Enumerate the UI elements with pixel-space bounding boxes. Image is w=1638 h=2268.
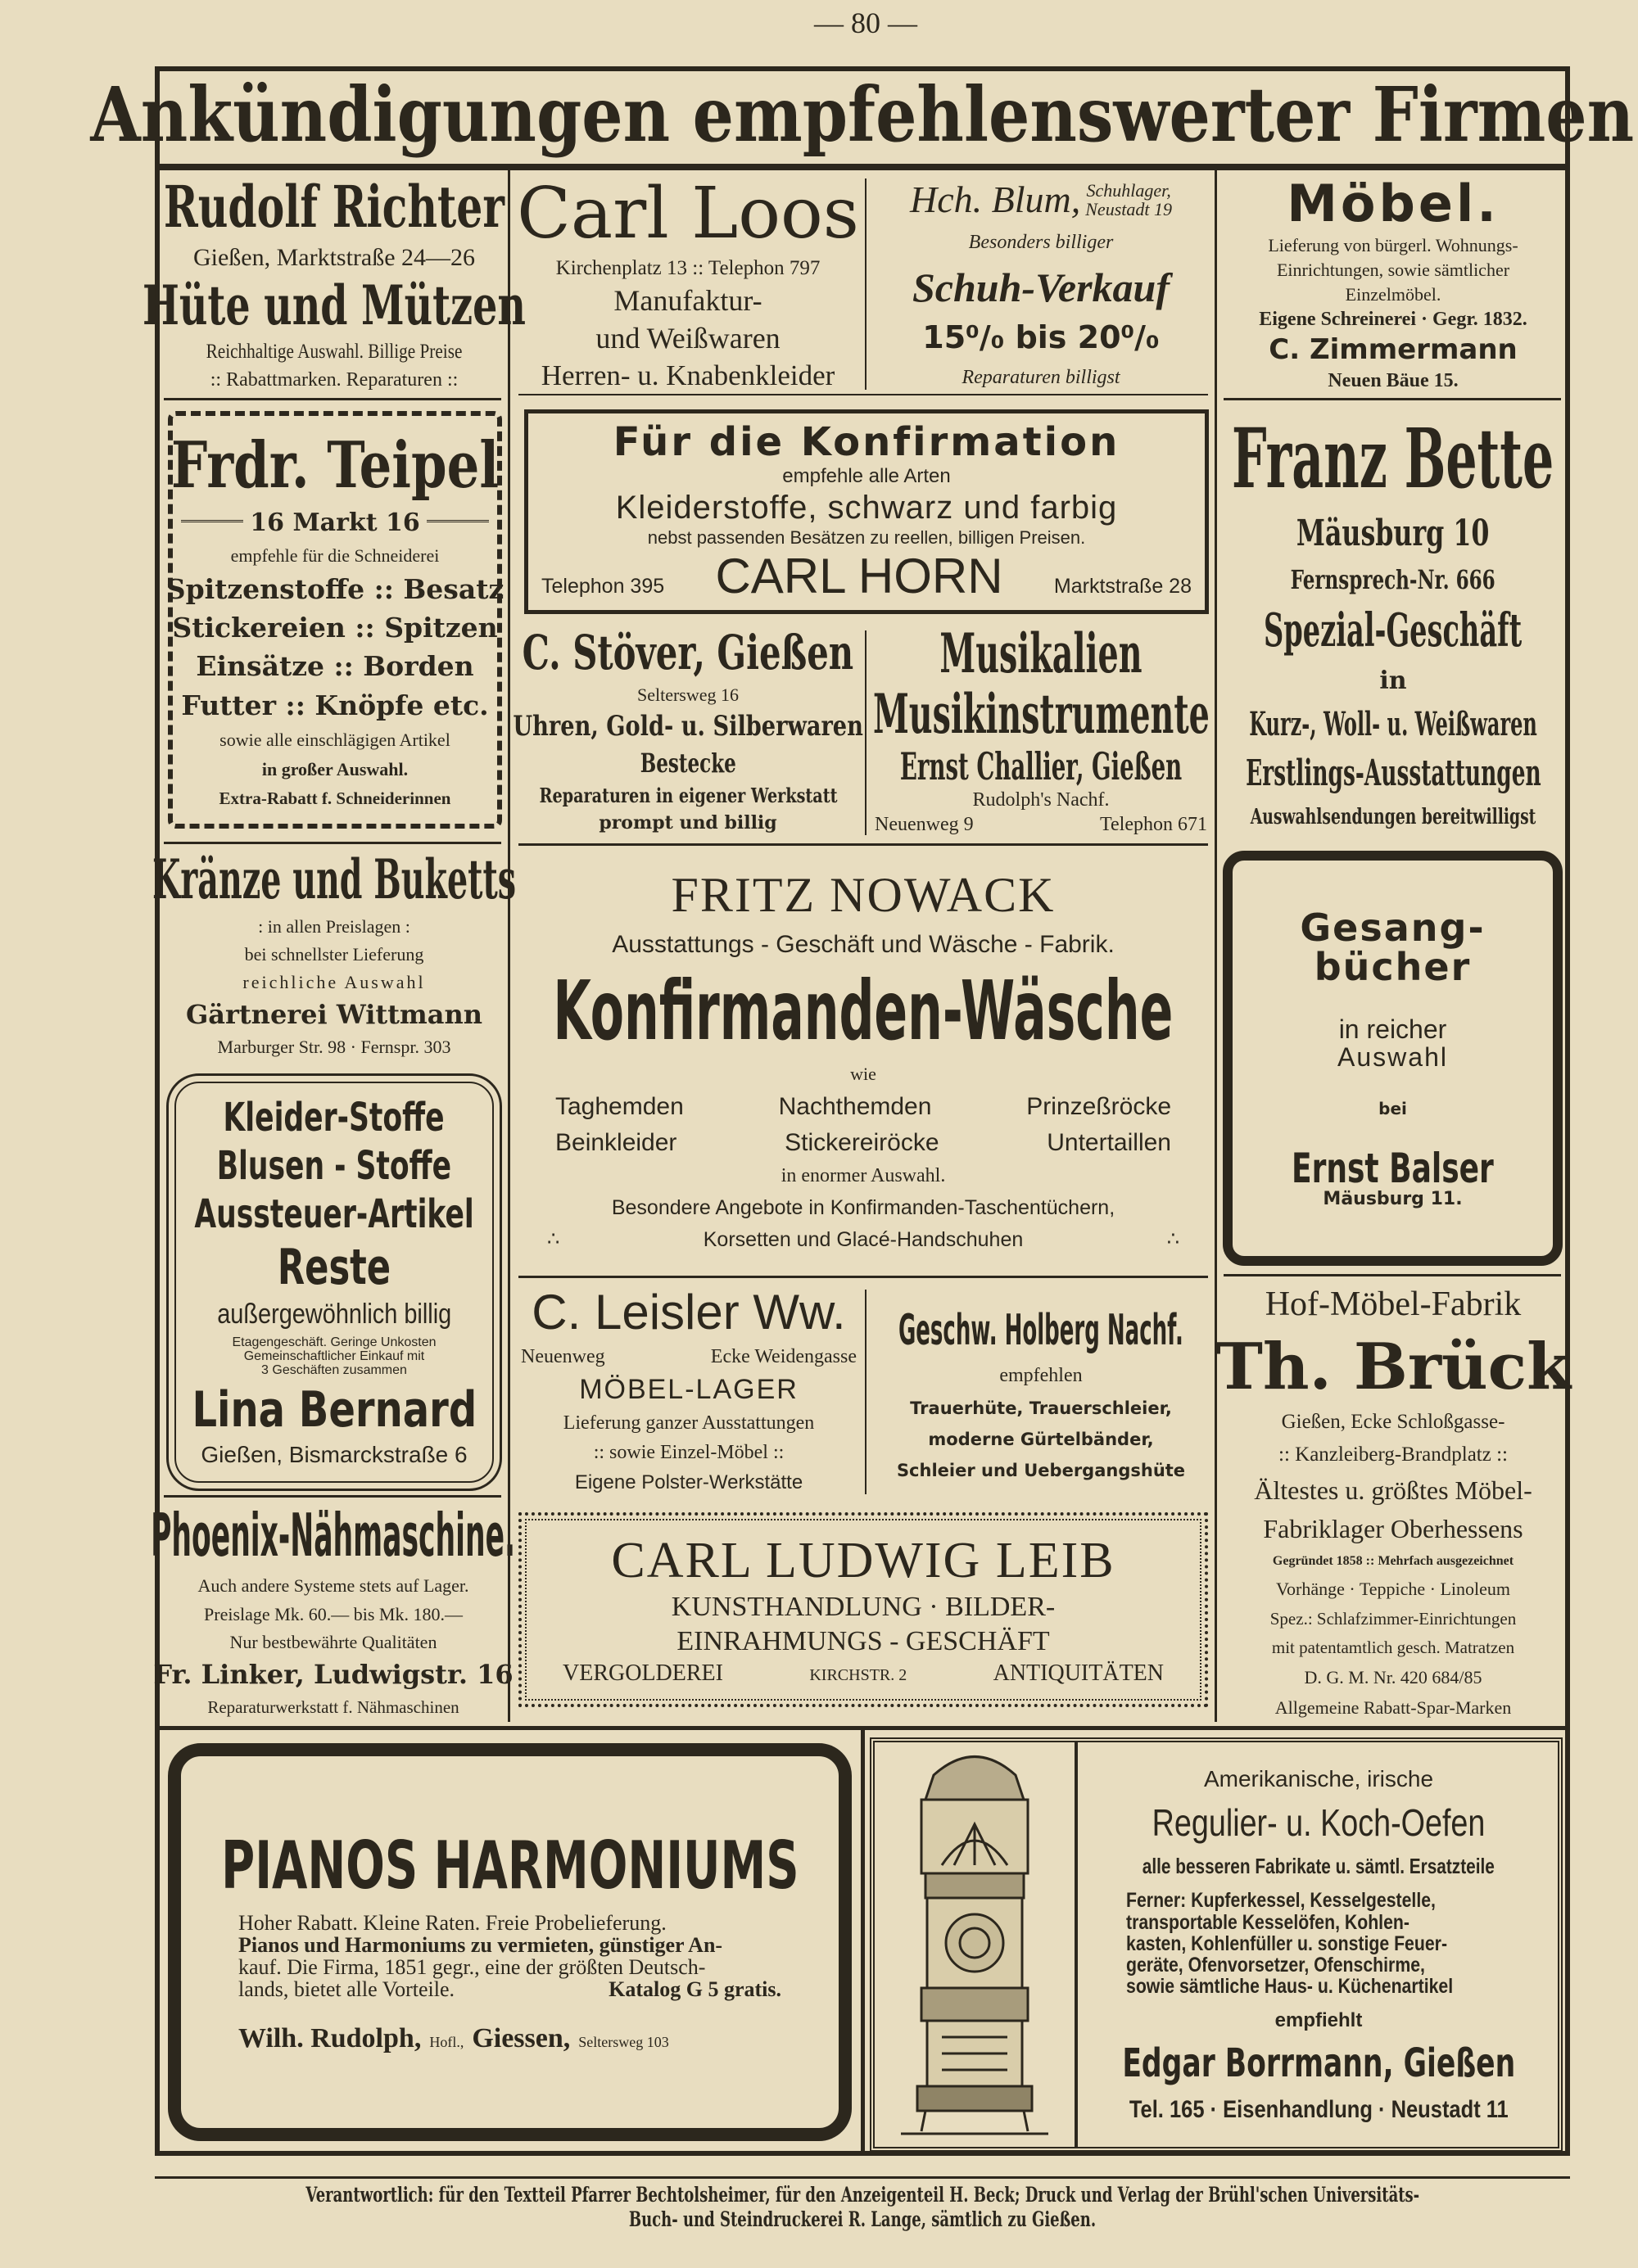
ad-carl-loos [511, 174, 865, 395]
ad-hch-blum [868, 174, 1214, 395]
ad-text: Ausstattungs - Geschäft und Wäsche - Fabrik. [612, 931, 1115, 959]
ad-text: Kurz-, Woll- u. Weißwaren [1249, 705, 1537, 744]
ad-text: Etagengeschäft. Geringe Unkosten [232, 1335, 437, 1350]
ad-text: mit patentamtlich gesch. Matratzen [1271, 1638, 1515, 1658]
ad-text: Besonders billiger [968, 231, 1114, 253]
ad-address: Tel. 165 · Eisenhandlung · Neustadt 11 [1129, 2095, 1509, 2123]
ad-text: Allgemeine Rabatt-Spar-Marken [1274, 1696, 1512, 1718]
ad-text: Erstlings-Ausstattungen [1245, 752, 1541, 795]
ad-headline: Musikinstrumente [872, 682, 1210, 747]
ad-name: Edgar Borrmann, Gießen [1122, 2040, 1515, 2087]
ad-name: Wilh. Rudolph, [238, 2022, 422, 2053]
ad-name: Th. Brück [1215, 1329, 1572, 1404]
ad-fritz-nowack [514, 848, 1212, 1272]
ad-text: : in allen Preislagen : [258, 915, 410, 937]
divider [164, 1495, 501, 1498]
ad-text: in enormer Auswahl. [781, 1165, 946, 1187]
stove-icon [876, 1742, 1073, 2147]
ad-frdr-teipel [165, 411, 505, 829]
ad-text: empfiehlt [1274, 2008, 1363, 2031]
ad-ernst-balser [1223, 851, 1563, 1266]
ad-text: Auch andere Systeme stets auf Lager. [197, 1574, 469, 1596]
ad-text: KUNSTHANDLUNG · BILDER- [671, 1592, 1056, 1623]
ad-text: alle besseren Fabrikate u. sämtl. Ersatzteile [1142, 1853, 1495, 1878]
ad-address: 16 Markt 16 [250, 508, 420, 537]
ad-text: empfehle alle Arten [782, 465, 951, 488]
ad-catalog: Katalog G 5 gratis. [609, 1977, 781, 2002]
imprint-line: Buch- und Steindruckerei R. Lange, sämtlich zu Gießen. [628, 2207, 1097, 2232]
ad-text: Reparaturen billigst [962, 366, 1120, 388]
ad-address: Neuenweg [521, 1345, 605, 1367]
ad-item: Beinkleider [555, 1129, 677, 1157]
ad-text: lands, bietet alle Vorteile. [238, 1977, 455, 2002]
ad-headline: Möbel. [1287, 173, 1500, 233]
ad-text: Ältestes u. größtes Möbel- [1254, 1475, 1532, 1505]
ad-text: D. G. M. Nr. 420 684/85 [1304, 1667, 1482, 1688]
ad-text: Fabriklager Oberhessens [1263, 1514, 1523, 1544]
ad-text: :: sowie Einzel-Möbel :: [593, 1441, 785, 1463]
ad-headline: Gesang- [1300, 905, 1486, 950]
ad-text: wie [850, 1064, 876, 1085]
ad-name: Ernst Challier, Gießen [899, 743, 1183, 788]
ad-item: Stickereiröcke [785, 1129, 939, 1157]
ad-text: Auswahlsendungen bereitwilligst [1250, 804, 1536, 829]
ad-text: EINRAHMUNGS - GESCHÄFT [676, 1625, 1050, 1656]
ad-text: Hoher Rabatt. Kleine Raten. Freie Probelieferung. [238, 1910, 667, 1935]
ad-text: transportable Kesselöfen, Kohlen- [1126, 1910, 1410, 1934]
ad-text: bei [1378, 1098, 1407, 1118]
ad-text: :: Rabattmarken. Reparaturen :: [210, 369, 459, 391]
ad-text: Trauerhüte, Trauerschleier, [910, 1398, 1172, 1419]
ad-phone: Fernsprech-Nr. 666 [1290, 563, 1496, 595]
ad-text: Extra-Rabatt f. Schneiderinnen [219, 788, 451, 808]
divider [865, 178, 867, 390]
ad-text: VERGOLDEREI [563, 1660, 723, 1686]
ad-address: Neustadt 19 [1085, 199, 1172, 220]
ad-name: FRITZ NOWACK [671, 868, 1056, 923]
ad-name: C. Zimmermann [1269, 333, 1518, 367]
ad-headline: Blusen - Stoffe [216, 1143, 452, 1189]
ad-text: kasten, Kohlenfüller u. sonstige Feuer- [1126, 1931, 1448, 1955]
ad-text: Eigene Schreinerei · Gegr. 1832. [1259, 309, 1527, 331]
stove-illustration [876, 1742, 1078, 2147]
divider [1215, 170, 1217, 1722]
ad-address: Gießen, Ecke Schloßgasse- [1281, 1411, 1505, 1434]
ad-name: Geschw. Holberg Nachf. [898, 1305, 1183, 1355]
ad-name: Fr. Linker, Ludwigstr. 16 [153, 1658, 514, 1690]
ad-headline: Musikalien [939, 621, 1143, 686]
ad-text: 3 Geschäften zusammen [261, 1362, 407, 1377]
imprint [155, 2184, 1570, 2231]
ad-text: Einzelmöbel. [1345, 284, 1441, 305]
divider [518, 1276, 1208, 1278]
ad-phone: Telephon 395 [541, 574, 665, 598]
ad-item: Prinzeßröcke [1026, 1092, 1171, 1120]
ad-text: Vorhänge · Teppiche · Linoleum [1275, 1579, 1510, 1599]
ad-headline: Hof-Möbel-Fabrik [1265, 1285, 1522, 1323]
ad-text: empfehle für die Schneiderei [230, 545, 440, 567]
ad-address: Kirchenplatz 13 :: Telephon 797 [555, 256, 821, 279]
ad-headline: Hüte und Mützen [143, 273, 526, 338]
ad-headline: Regulier- u. Koch-Oefen [1152, 1801, 1486, 1845]
ad-fr-linker [151, 1500, 516, 1721]
ad-headline: Spezial-Geschäft [1264, 603, 1523, 658]
ad-text: Amerikanische, irische [1203, 1765, 1434, 1791]
ad-carl-ludwig-leib [518, 1512, 1208, 1707]
ad-text: Eigene Polster-Werkstätte [574, 1471, 803, 1493]
ad-text: Ferner: Kupferkessel, Kesselgestelle, [1126, 1889, 1437, 1913]
ad-address: Marburger Str. 98 · Fernspr. 303 [217, 1037, 451, 1058]
ad-headline: Aussteuer-Artikel [194, 1190, 474, 1237]
ad-address: Mäusburg 11. [1323, 1189, 1463, 1210]
dots-ornament: ∴ [1166, 1228, 1179, 1250]
ad-text: Reparaturen in eigener Werkstatt [539, 784, 837, 808]
ad-title: Carl Loos [517, 173, 859, 255]
ad-address: Neuen Bäue 15. [1328, 370, 1459, 392]
ad-name: Ernst Balser [1292, 1144, 1494, 1192]
ad-discount: 15⁰/₀ bis 20⁰/₀ [922, 319, 1160, 356]
ad-borrmann-text [1079, 1752, 1558, 2137]
ad-title: C. Stöver, Gießen [522, 624, 854, 680]
ad-text: moderne Gürtelbänder, [928, 1430, 1154, 1450]
ad-text: in [1379, 666, 1407, 696]
ad-text: Spez.: Schlafzimmer-Einrichtungen [1269, 1608, 1517, 1629]
ad-item: Spitzenstoffe :: Besatz [165, 572, 505, 605]
ad-headline: PIANOS HARMONIUMS [220, 1827, 799, 1904]
ad-title: Rudolf Richter [163, 173, 505, 242]
ad-text: sowie alle einschlägigen Artikel [219, 730, 450, 751]
ad-carl-horn [524, 409, 1209, 614]
ad-item: Futter :: Knöpfe etc. [181, 689, 489, 721]
ad-geschw-holberg [868, 1302, 1214, 1486]
ad-text: ANTIQUITÄTEN [993, 1660, 1164, 1686]
ad-text: empfehlen [999, 1365, 1083, 1387]
ad-title: Frdr. Teipel [170, 428, 500, 504]
ad-text: Kleiderstoffe, schwarz und farbig [615, 489, 1118, 526]
ad-name: Lina Bernard [192, 1380, 477, 1439]
ad-title: Franz Bette [1232, 410, 1554, 508]
ad-item: Untertaillen [1047, 1129, 1171, 1157]
ad-address: Seltersweg 16 [636, 684, 740, 706]
ad-rudolf-richter [143, 173, 526, 395]
divider [518, 843, 1208, 846]
ad-ernst-challier [868, 621, 1214, 837]
ad-item: Stickereien :: Spitzen [172, 612, 498, 644]
ad-text: Bestecke [640, 747, 736, 779]
ad-text: Lieferung ganzer Ausstattungen [563, 1412, 815, 1434]
ad-headline: Phoenix-Nähmaschine. [151, 1500, 516, 1570]
ad-name: Gärtnerei Wittmann [185, 998, 483, 1030]
ad-th-brueck [1215, 1281, 1572, 1723]
divider [508, 170, 510, 1722]
ad-text: in reicher [1338, 1014, 1447, 1045]
footer-rule [155, 2176, 1570, 2179]
ad-text: Gemeinschaftlicher Einkauf mit [243, 1349, 425, 1363]
ad-address: Gießen, Marktstraße 24—26 [192, 243, 476, 271]
ad-text: Korsetten und Glacé-Handschuhen [703, 1228, 1024, 1252]
divider [1224, 398, 1561, 400]
ad-address: :: Kanzleiberg-Brandplatz :: [1278, 1443, 1508, 1466]
ad-address: Seltersweg 103 [578, 2033, 669, 2050]
ad-text: nebst passenden Besätzen zu reellen, billigen Preisen. [647, 526, 1086, 548]
ad-text: Schuhlager, [1086, 179, 1171, 201]
ad-text: Einrichtungen, sowie sämtlicher [1276, 259, 1510, 280]
ad-text: Hofl., [429, 2033, 464, 2050]
ad-city: Giessen, [472, 2022, 571, 2053]
ad-text: Pianos und Harmoniums zu vermieten, günstiger An- [238, 1932, 723, 1957]
ad-headline: MÖBEL-LAGER [579, 1374, 799, 1406]
ad-text: Schleier und Uebergangshüte [896, 1461, 1186, 1481]
ad-headline: bücher [1314, 945, 1472, 990]
ad-text: geräte, Ofenvorsetzer, Ofenschirme, [1126, 1954, 1426, 1977]
ad-text: Auswahl [1337, 1041, 1448, 1072]
ad-address: KIRCHSTR. 2 [809, 1665, 907, 1684]
ad-headline: Schuh-Verkauf [912, 264, 1170, 310]
ad-item: Nachthemden [778, 1092, 932, 1120]
ad-text: bei schnellster Lieferung [244, 944, 424, 965]
ad-c-zimmermann [1219, 174, 1568, 395]
imprint-line: Verantwortlich: für den Textteil Pfarrer Bechtolsheimer, für den Anzeigenteil H. Beck; Druck und Verlag der Brühl'schen Universitäts- [305, 2183, 1419, 2207]
ad-text: Uhren, Gold- u. Silberwaren [513, 710, 863, 743]
ad-phone: Telephon 671 [1100, 813, 1207, 835]
ad-address: Gießen, Bismarckstraße 6 [201, 1442, 468, 1468]
ad-headline: Konfirmanden-Wäsche [553, 963, 1174, 1059]
ad-name: CARL LUDWIG LEIB [611, 1533, 1115, 1589]
divider [164, 398, 501, 400]
divider [861, 1730, 865, 2156]
ad-text: prompt und billig [599, 811, 777, 834]
ad-address: Marktstraße 28 [1053, 574, 1192, 598]
ad-text: Herren- u. Knabenkleider [541, 359, 835, 392]
ad-address: Mäusburg 10 [1296, 513, 1490, 555]
ad-headline: Reste [277, 1238, 391, 1296]
dots-ornament: ∴ [547, 1228, 560, 1250]
ad-text: Manufaktur- [613, 284, 762, 318]
ad-headline: Für die Konfirmation [613, 419, 1120, 466]
ad-text: Rudolph's Nachf. [972, 788, 1110, 811]
ad-headline: Kränze und Buketts [152, 847, 517, 911]
header-title: Ankündigungen empfehlenswerter Firmen [90, 70, 1635, 160]
ad-text: Reichhaltige Auswahl. Billige Preise [206, 341, 463, 364]
ad-text: sowie sämtliche Haus- u. Küchenartikel [1126, 1975, 1454, 1999]
divider [1224, 1274, 1561, 1276]
page-number: — 80 — [814, 7, 917, 39]
ad-text: Lieferung von bürgerl. Wohnungs- [1268, 234, 1518, 255]
header-band [90, 66, 1635, 170]
ad-text: Nur bestbewährte Qualitäten [229, 1632, 437, 1653]
ad-text: Gegründet 1858 :: Mehrfach ausgezeichnet [1272, 1553, 1514, 1568]
ad-headline: Kleider-Stoffe [223, 1095, 446, 1141]
ad-text: Reparaturwerkstatt f. Nähmaschinen [207, 1697, 459, 1718]
divider [164, 842, 501, 844]
ad-title: Hch. Blum, [910, 178, 1081, 220]
ad-text: in großer Auswahl. [261, 758, 409, 779]
ad-text: außergewöhnlich billig [217, 1299, 451, 1330]
ad-name: CARL HORN [715, 548, 1003, 603]
ad-wilh-rudolph [168, 1743, 852, 2141]
ad-item: Einsätze :: Borden [196, 650, 474, 683]
ad-text: Preislage Mk. 60.— bis Mk. 180.— [204, 1603, 463, 1624]
ad-address: Neuenweg 9 [875, 813, 974, 835]
ad-text: reichliche Auswahl [242, 972, 426, 993]
ad-lina-bernard [166, 1073, 502, 1491]
ad-text: kauf. Die Firma, 1851 gegr., eine der größten Deutsch- [238, 1955, 706, 1980]
ad-item: Taghemden [555, 1092, 684, 1120]
ad-name: C. Leisler Ww. [532, 1285, 846, 1340]
ad-text: und Weißwaren [595, 322, 781, 355]
ad-address: Ecke Weidengasse [710, 1345, 857, 1367]
ad-text: Besondere Angebote in Konfirmanden-Taschentüchern, [611, 1196, 1115, 1220]
